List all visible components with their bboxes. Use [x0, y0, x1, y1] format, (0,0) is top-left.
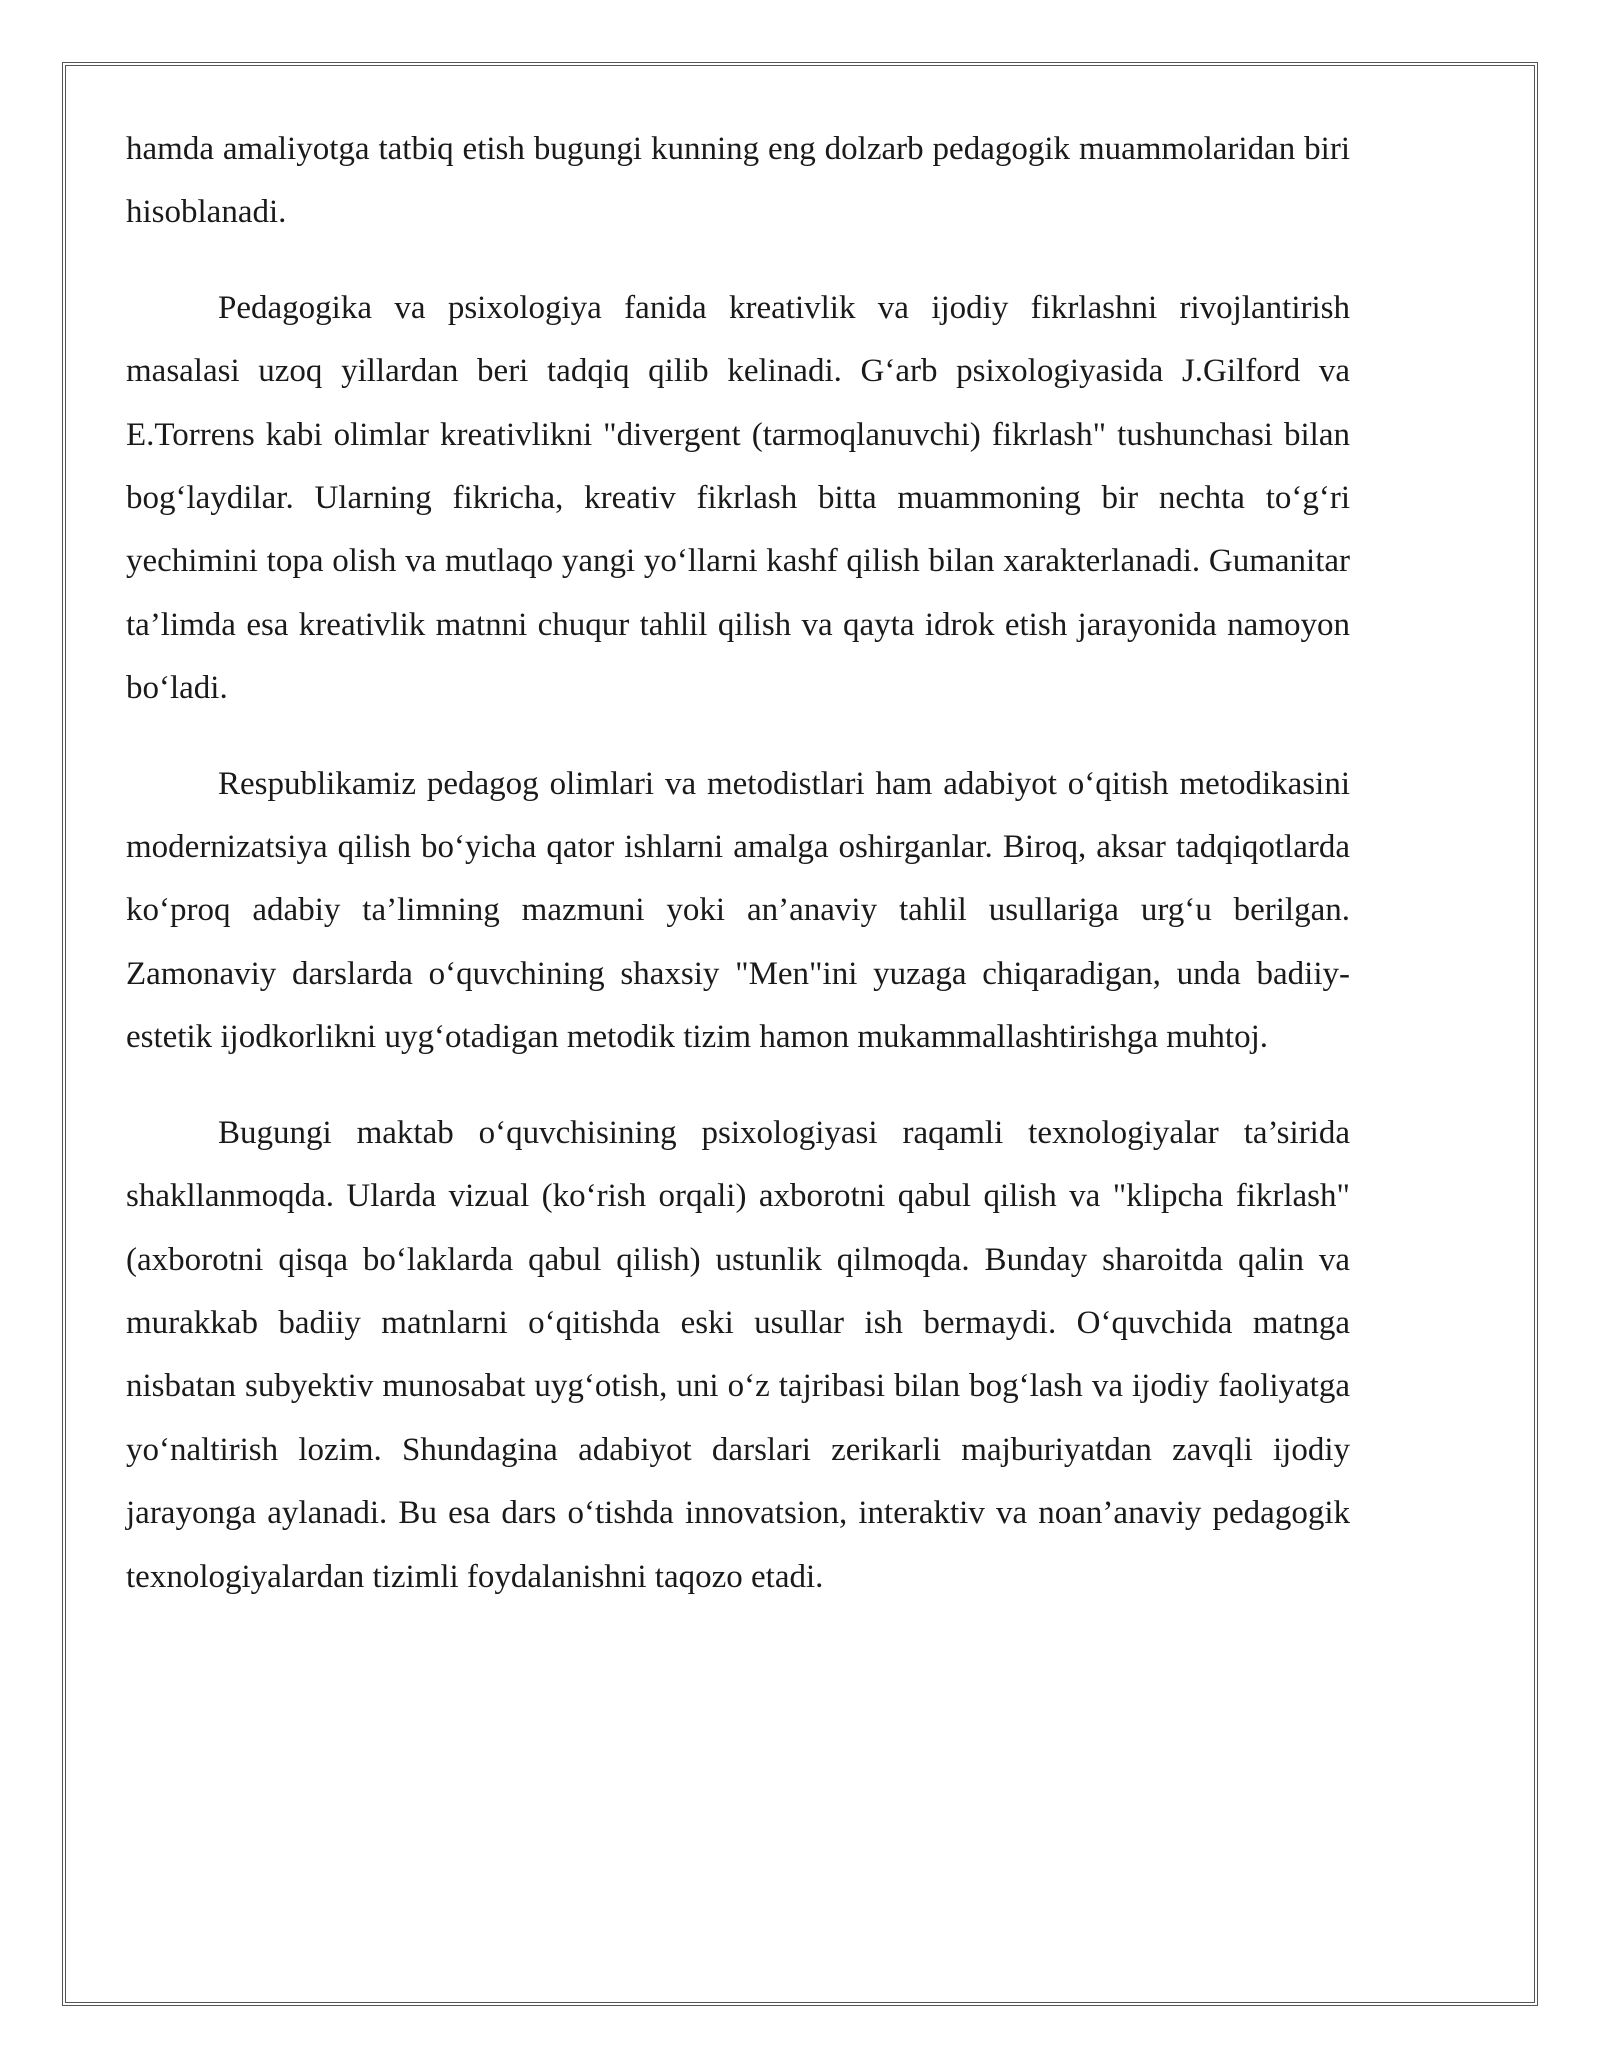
paragraph-modern-students: Bugungi maktab o‘quvchisining psixologiyasi raqamli texnologiyalar ta’sirida shakllanmoqda. Ularda vizual (ko‘rish orqali) axborotni qabul qilish va "klipcha fikrlash" (axborotni qisqa bo‘laklarda qabul qilish) ustunlik qilmoqda. Bunday sharoitda qalin va murakkab badiiy matnlarni o‘qitishda eski usullar ish bermaydi. O‘quvchida matnga nisbatan subyektiv munosabat uyg‘otish, uni o‘z tajribasi bilan bog‘lash va ijodiy faoliyatga yo‘naltirish lozim. Shundagina adabiyot darslari zerikarli majburiyatdan zavqli ijodiy jarayonga aylanadi. Bu esa dars o‘tishda innovatsion, interaktiv va noan’anaviy pedagogik texnologiyalardan tizimli foydalanishni taqozo etadi.	[126, 1114, 1350, 1595]
paragraph-local-research: Respublikamiz pedagog olimlari va metodistlari ham adabiyot o‘qitish metodikasini modernizatsiya qilish bo‘yicha qator ishlarni amalga oshirganlar. Biroq, aksar tadqiqotlarda ko‘proq adabiy ta’limning mazmuni yoki an’anaviy tahlil usullariga urg‘u berilgan. Zamonaviy darslarda o‘quvchining shaxsiy "Men"ini yuzaga chiqaradigan, unda badiiy-estetik ijodkorlikni uyg‘otadigan metodik tizim hamon mukammallashtirishga muhtoj.	[126, 765, 1350, 1056]
paragraph-creativity-theory: Pedagogika va psixologiya fanida kreativlik va ijodiy fikrlashni rivojlantirish masalasi uzoq yillardan beri tadqiq qilib kelinadi. G‘arb psixologiyasida J.Gilford va E.Torrens kabi olimlar kreativlikni "divergent (tarmoqlanuvchi) fikrlash" tushunchasi bilan bog‘laydilar. Ularning fikricha, kreativ fikrlash bitta muammoning bir nechta to‘g‘ri yechimini topa olish va mutlaqo yangi yo‘llarni kashf qilish bilan xarakterlanadi. Gumanitar ta’limda esa kreativlik matnni chuqur tahlil qilish va qayta idrok etish jarayonida namoyon bo‘ladi.	[126, 289, 1350, 707]
paragraph-continuation: hamda amaliyotga tatbiq etish bugungi kunning eng dolzarb pedagogik muammolaridan biri hisoblanadi.	[126, 131, 1350, 231]
document-body	[126, 118, 1350, 1641]
